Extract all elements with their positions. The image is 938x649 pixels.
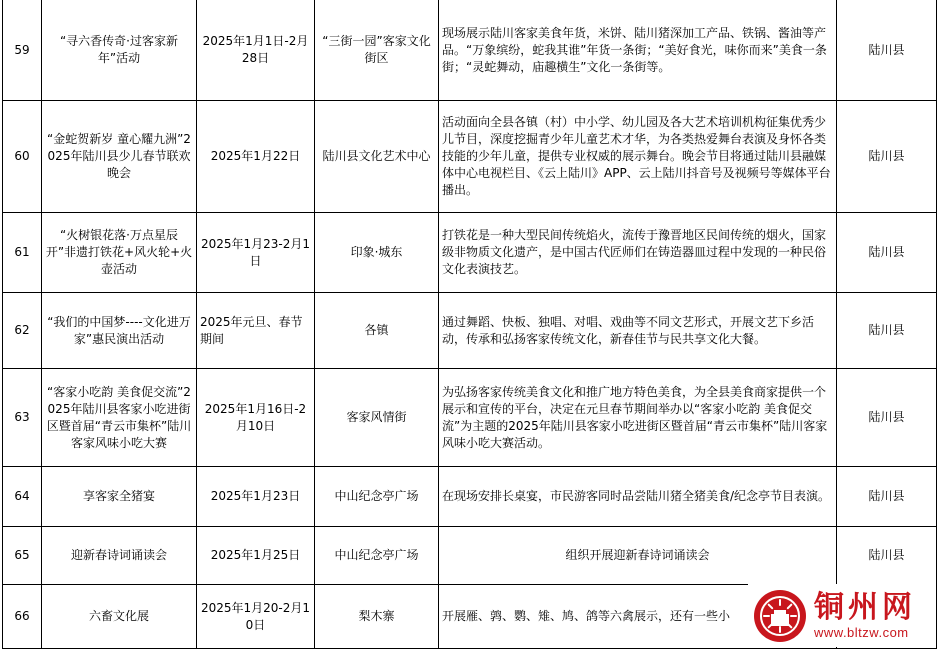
activity-content: 开展雁、鹑、鹦、雉、鸠、鸽等六禽展示，还有一些小: [439, 585, 837, 649]
activity-date: 2025年1月20-2月10日: [197, 585, 315, 649]
table-row: [3, 101, 937, 213]
activity-venue: 各镇: [315, 293, 439, 369]
row-number: 60: [3, 101, 42, 213]
watermark-url: www.bltzw.com: [814, 624, 909, 640]
activity-venue: 梨木寨: [315, 585, 439, 649]
table-row: [3, 467, 937, 527]
table-row: [3, 527, 937, 585]
table-row: [3, 213, 937, 293]
row-number: 61: [3, 213, 42, 293]
activity-date: 2025年1月16日-2月10日: [197, 369, 315, 467]
activity-venue: 印象·城东: [315, 213, 439, 293]
activity-content: 为弘扬客家传统美食文化和推广地方特色美食，为全县美食商家提供一个展示和宣传的平台，决定在元旦春节期间举办以“客家小吃韵 美食促交流”为主题的2025年陆川县客家小吃进街区暨首届“青云市集杯”陆川客家风味小吃大赛活动。: [439, 369, 837, 467]
activity-organizer: 陆川县: [837, 213, 937, 293]
activity-organizer: 陆川县: [837, 369, 937, 467]
activity-content: 现场展示陆川客家美食年货，米饼、陆川猪深加工产品、铁锅、酱油等产品。“万象缤纷，蛇我其谁”年货一条街；“美好食光，味你而来”美食一条街；“灵蛇舞动，庙趣横生”文化一条街等。: [439, 0, 837, 101]
activity-date: 2025年1月1日-2月28日: [197, 0, 315, 101]
activities-table: [2, 0, 937, 649]
activity-organizer: 陆川县: [837, 0, 937, 101]
site-watermark: [748, 584, 936, 647]
activity-venue: 中山纪念亭广场: [315, 527, 439, 585]
table-row: [3, 0, 937, 101]
activity-venue: 客家风情街: [315, 369, 439, 467]
activity-content: 活动面向全县各镇（村）中小学、幼儿园及各大艺术培训机构征集优秀少儿节目，深度挖掘青少年儿童艺术才华，为各类热爱舞台表演及身怀各类技能的少年儿童，提供专业权威的展示舞台。晚会节目将通过陆川县融媒体中心电视栏目、《云上陆川》APP、云上陆川抖音号及视频号等媒体平台播出。: [439, 101, 837, 213]
activity-name: 享客家全猪宴: [42, 467, 197, 527]
activity-content: 通过舞蹈、快板、独唱、对唱、戏曲等不同文艺形式，开展文艺下乡活动，传承和弘扬客家传统文化，新春佳节与民共享文化大餐。: [439, 293, 837, 369]
activity-date: 2025年1月25日: [197, 527, 315, 585]
activity-date: 2025年1月23-2月1日: [197, 213, 315, 293]
activity-organizer: 陆川县: [837, 527, 937, 585]
activity-content: 组织开展迎新春诗词诵读会: [439, 527, 837, 585]
activity-venue: “三街一园”客家文化街区: [315, 0, 439, 101]
activity-name: “寻六香传奇·过客家新年”活动: [42, 0, 197, 101]
activity-venue: 中山纪念亭广场: [315, 467, 439, 527]
table-row: [3, 293, 937, 369]
activity-name: “我们的中国梦----文化进万家”惠民演出活动: [42, 293, 197, 369]
row-number: 59: [3, 0, 42, 101]
table-row: [3, 369, 937, 467]
activity-venue: 陆川县文化艺术中心: [315, 101, 439, 213]
activity-name: 迎新春诗词诵读会: [42, 527, 197, 585]
activity-organizer: 陆川县: [837, 467, 937, 527]
row-number: 62: [3, 293, 42, 369]
activity-date: 2025年元旦、春节期间: [197, 293, 315, 369]
activity-organizer: 陆川县: [837, 293, 937, 369]
row-number: 63: [3, 369, 42, 467]
activity-name: “金蛇贺新岁 童心耀九洲”2025年陆川县少儿春节联欢晚会: [42, 101, 197, 213]
activity-date: 2025年1月22日: [197, 101, 315, 213]
row-number: 65: [3, 527, 42, 585]
watermark-site-name: 铜州网: [814, 589, 916, 625]
activity-content: 在现场安排长桌宴，市民游客同时品尝陆川猪全猪美食/纪念亭节目表演。: [439, 467, 837, 527]
row-number: 64: [3, 467, 42, 527]
activity-name: “客家小吃韵 美食促交流”2025年陆川县客家小吃进街区暨首届“青云市集杯”陆川客家风味小吃大赛: [42, 369, 197, 467]
activity-name: 六畜文化展: [42, 585, 197, 649]
activity-name: “火树银花落·万点星辰开”非遗打铁花+风火轮+火壶活动: [42, 213, 197, 293]
activity-organizer: 陆川县: [837, 101, 937, 213]
activity-date: 2025年1月23日: [197, 467, 315, 527]
activity-content: 打铁花是一种大型民间传统焰火，流传于豫晋地区民间传统的烟火，国家级非物质文化遗产，是中国古代匠师们在铸造器皿过程中发现的一种民俗文化表演技艺。: [439, 213, 837, 293]
row-number: 66: [3, 585, 42, 649]
tongzhou-logo-icon: [752, 588, 808, 644]
